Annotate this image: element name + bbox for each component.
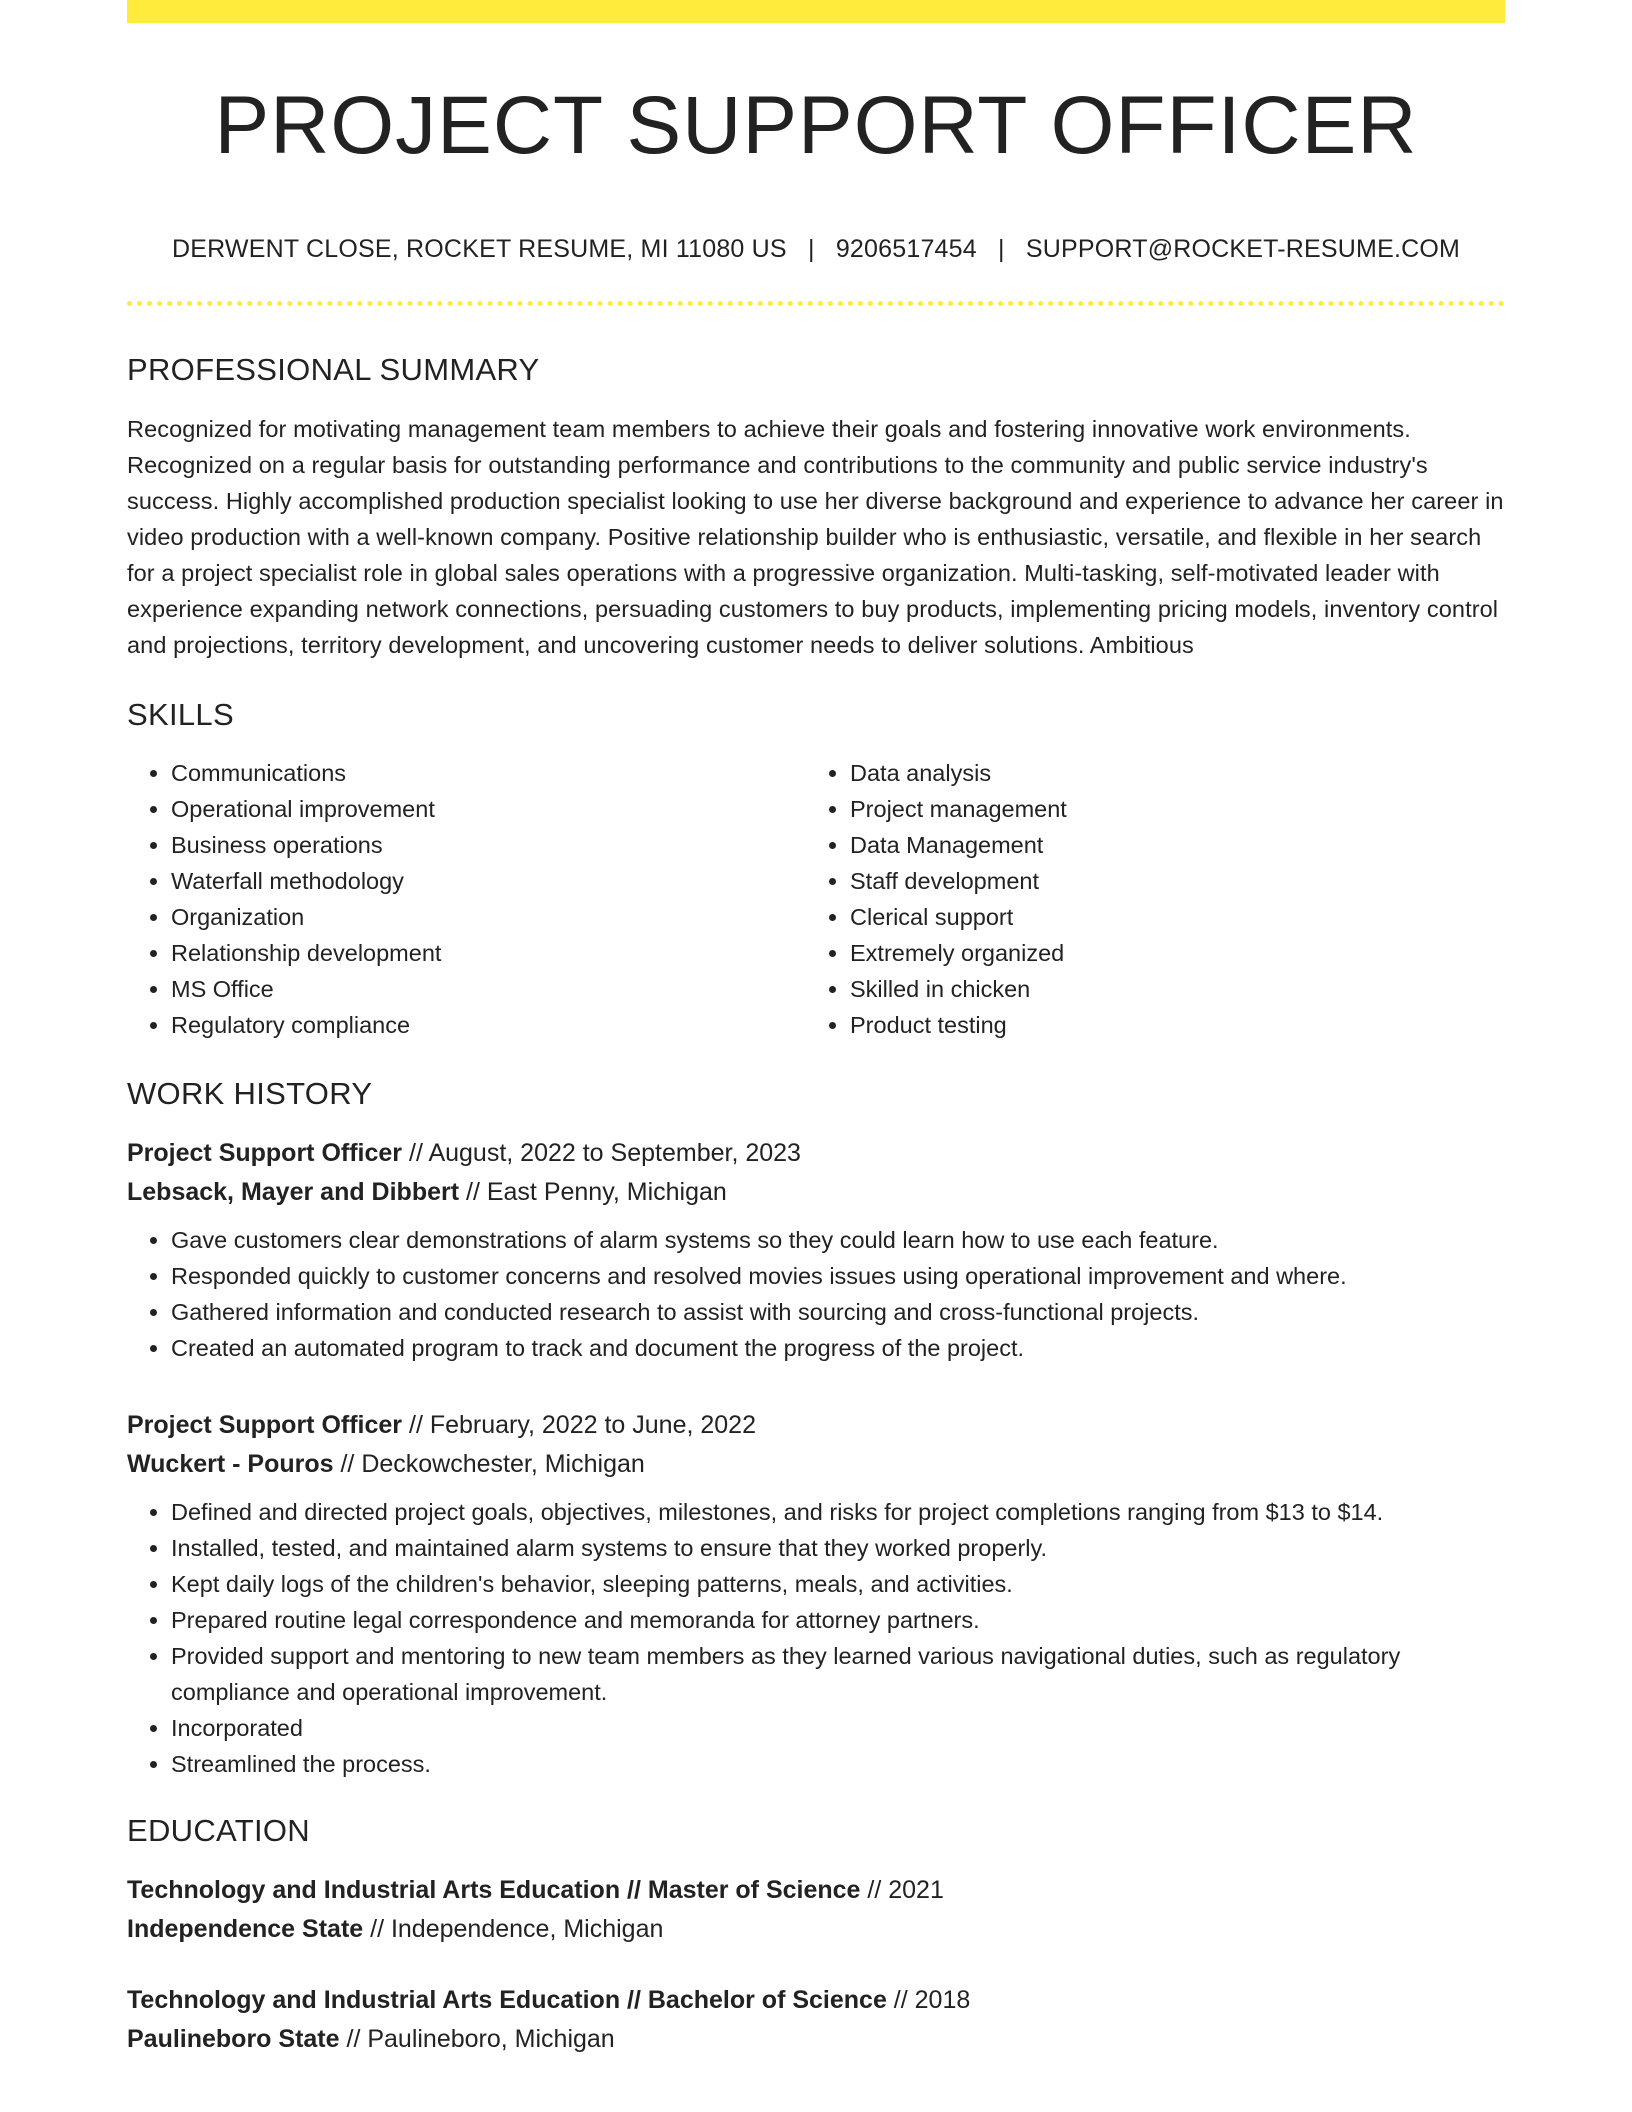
education-school-line [127, 1910, 1505, 1949]
skill-item: • Regulatory compliance [171, 1007, 806, 1043]
education-school-line [127, 2020, 1505, 2059]
job-bullet: • Gave customers clear demonstrations of alarm systems so they could learn how to use each feature. [171, 1222, 1505, 1258]
contact-email: SUPPORT@ROCKET-RESUME.COM [1025, 235, 1461, 263]
education-degree-line [127, 1981, 1505, 2020]
skill-item: • Relationship development [171, 935, 806, 971]
skills-column-left [127, 755, 806, 1043]
skill-item: • Product testing [850, 1007, 1485, 1043]
skill-item: • Organization [171, 899, 806, 935]
job-company-line [127, 1445, 1505, 1484]
education-heading: EDUCATION [127, 1813, 310, 1848]
job-bullets [127, 1222, 1505, 1366]
contact-address: DERWENT CLOSE, ROCKET RESUME, MI 11080 US [171, 235, 787, 263]
job-bullet: • Gathered information and conducted research to assist with sourcing and cross-functional projects. [171, 1294, 1505, 1330]
skill-item: • Skilled in chicken [850, 971, 1485, 1007]
job-role: Project Support Officer [127, 1139, 403, 1167]
job-dates: // February, 2022 to June, 2022 [402, 1411, 756, 1439]
job-bullet: • Prepared routine legal correspondence and memoranda for attorney partners. [171, 1602, 1505, 1638]
education-school: Independence State [127, 1915, 364, 1943]
skill-item: • Project management [850, 791, 1485, 827]
skills-grid [127, 755, 1505, 1043]
education-degree-line [127, 1871, 1505, 1910]
job-company: Wuckert - Pouros [127, 1450, 334, 1478]
job-bullet: • Provided support and mentoring to new team members as they learned various navigational duties, such as regulatory compliance and operational improvement. [171, 1638, 1505, 1710]
skill-item: • Clerical support [850, 899, 1485, 935]
education-degree: Technology and Industrial Arts Education // Bachelor of Science [127, 1986, 887, 2014]
job-entry [127, 1134, 1505, 1366]
job-bullet: • Defined and directed project goals, objectives, milestones, and risks for project completions ranging from $13 to $14. [171, 1494, 1505, 1530]
skills-column-right [806, 755, 1485, 1043]
top-accent-bar [127, 0, 1505, 23]
skill-item: • Staff development [850, 863, 1485, 899]
job-dates: // August, 2022 to September, 2023 [402, 1139, 801, 1167]
header-divider [127, 301, 1505, 306]
job-bullet: • Created an automated program to track and document the progress of the project. [171, 1330, 1505, 1366]
skills-heading: SKILLS [127, 697, 234, 732]
job-location: // Deckowchester, Michigan [333, 1450, 645, 1478]
education-year: // 2021 [860, 1876, 944, 1904]
resume-name: PROJECT SUPPORT OFFICER [214, 80, 1418, 171]
job-bullet: • Incorporated [171, 1710, 1505, 1746]
skill-item: • Operational improvement [171, 791, 806, 827]
job-bullet: • Kept daily logs of the children's behavior, sleeping patterns, meals, and activities. [171, 1566, 1505, 1602]
job-role: Project Support Officer [127, 1411, 403, 1439]
education-school: Paulineboro State [127, 2025, 340, 2053]
skill-item: • Data Management [850, 827, 1485, 863]
job-bullet: • Streamlined the process. [171, 1746, 1505, 1782]
skill-item: • Data analysis [850, 755, 1485, 791]
skill-item: • Communications [171, 755, 806, 791]
work-history-heading: WORK HISTORY [127, 1076, 373, 1111]
skill-item: • Waterfall methodology [171, 863, 806, 899]
skill-item: • Business operations [171, 827, 806, 863]
contact-separator: | [998, 235, 1005, 263]
job-location: // East Penny, Michigan [459, 1178, 727, 1206]
education-year: // 2018 [886, 1986, 971, 2014]
job-entry [127, 1406, 1505, 1782]
summary-heading: PROFESSIONAL SUMMARY [127, 352, 540, 387]
job-title-line [127, 1134, 1505, 1173]
summary-text: Recognized for motivating management team members to achieve their goals and fostering innovative work environments. Recognized on a regular basis for outstanding performance and contributions to the community and public service industry's success. Highly accomplished production specialist looking to use her diverse background and experience to advance her career in video production with a well-known company. Positive relationship builder who is enthusiastic, versatile, and flexible in her search for a project specialist role in global sales operations with a progressive organization. Multi-tasking, self-motivated leader with experience expanding network connections, persuading customers to buy products, implementing pricing models, inventory control and projections, territory development, and uncovering customer needs to deliver solutions. Ambitious [127, 416, 1504, 658]
job-bullet: • Responded quickly to customer concerns and resolved movies issues using operational improvement and where. [171, 1258, 1505, 1294]
contact-line [127, 237, 1505, 262]
job-bullets [127, 1494, 1505, 1782]
education-degree: Technology and Industrial Arts Education // Master of Science [127, 1876, 861, 1904]
contact-phone: 9206517454 [835, 235, 977, 263]
job-company-line [127, 1173, 1505, 1212]
education-entry [127, 1981, 1505, 2059]
job-title-line [127, 1406, 1505, 1445]
job-company: Lebsack, Mayer and Dibbert [127, 1178, 460, 1206]
contact-separator: | [807, 235, 815, 263]
skill-item: • MS Office [171, 971, 806, 1007]
education-location: // Paulineboro, Michigan [339, 2025, 615, 2053]
education-location: // Independence, Michigan [363, 1915, 664, 1943]
skill-item: • Extremely organized [850, 935, 1485, 971]
education-entry [127, 1871, 1505, 1949]
resume-page [127, 0, 1505, 2059]
job-bullet: • Installed, tested, and maintained alarm systems to ensure that they worked properly. [171, 1530, 1505, 1566]
